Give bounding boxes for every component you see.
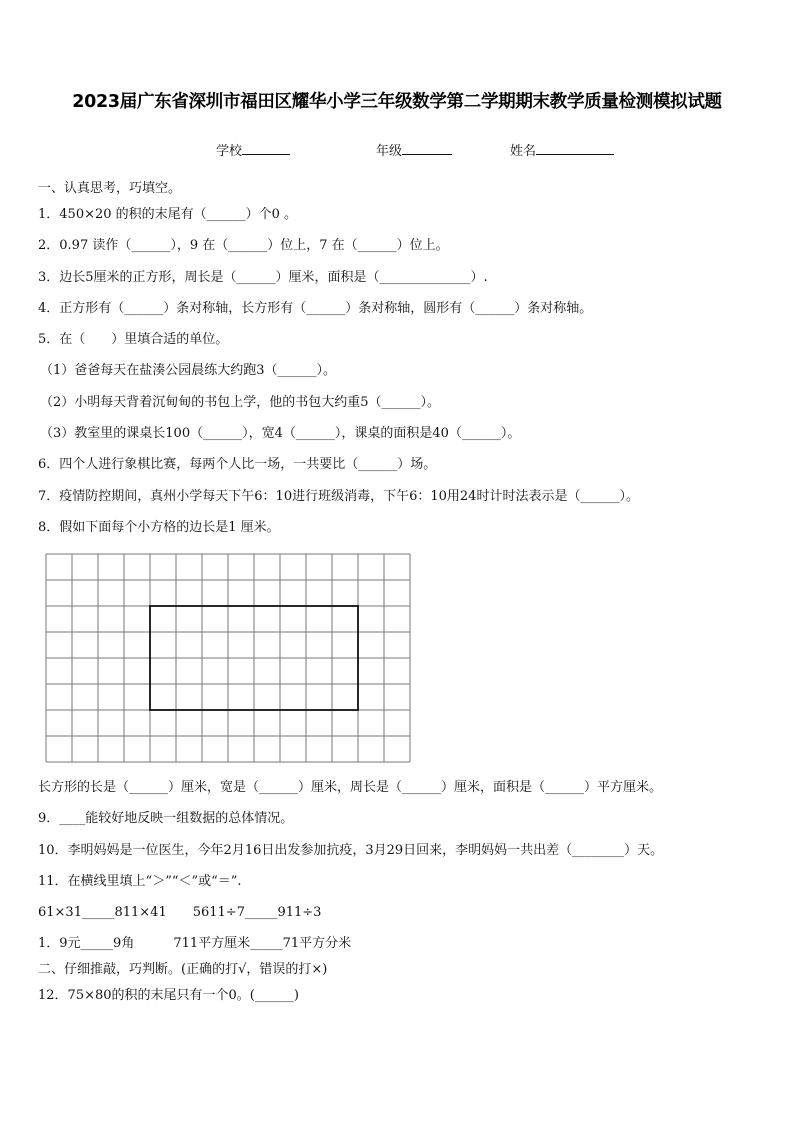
question-8-answer: 长方形的长是（______）厘米，宽是（______）厘米，周长是（______）厘米，面积是（______）平方厘米。 bbox=[38, 780, 663, 795]
question-5-3: （3）教室里的课桌长100（______），宽4（______），课桌的面积是40（______）。 bbox=[40, 426, 521, 441]
question-8: 8．假如下面每个小方格的边长是1 厘米。 bbox=[38, 520, 280, 535]
square-grid-figure bbox=[44, 552, 470, 768]
question-4: 4．正方形有（______）条对称轴，长方形有（______）条对称轴，圆形有（______）条对称轴。 bbox=[38, 301, 593, 316]
question-2: 2．0.97 读作（______），9 在（______）位上，7 在（______）位上。 bbox=[38, 238, 449, 253]
question-6: 6．四个人进行象棋比赛，每两个人比一场，一共要比（______）场。 bbox=[38, 457, 437, 472]
grid-svg bbox=[44, 552, 470, 764]
grade-label: 年级 bbox=[376, 144, 403, 159]
name-label: 姓名 bbox=[510, 144, 537, 159]
school-label: 学校 bbox=[216, 144, 243, 159]
question-7: 7．疫情防控期间，真州小学每天下午6：10进行班级消毒，下午6：10用24时计时法表示是（______）。 bbox=[38, 489, 639, 504]
name-field bbox=[510, 140, 614, 159]
student-info-row bbox=[0, 140, 794, 160]
question-5-1: （1）爸爸每天在盐湊公园晨练大约跑3（______）。 bbox=[40, 363, 337, 378]
school-field bbox=[216, 140, 290, 159]
question-5-2: （2）小明每天背着沉甸甸的书包上学，他的书包大约重5（______）。 bbox=[40, 395, 441, 410]
grade-field bbox=[376, 140, 452, 159]
page-title: 2023届广东省深圳市福田区耀华小学三年级数学第二学期期末教学质量检测模拟试题 bbox=[72, 92, 722, 112]
question-11-row-1: 61×31_____811×41 5611÷7_____911÷3 bbox=[38, 905, 322, 920]
name-blank[interactable] bbox=[536, 140, 614, 155]
section-heading-fill: 一、认真思考，巧填空。 bbox=[38, 181, 182, 196]
question-12: 12．75×80的积的末尾只有一个0。(______) bbox=[38, 988, 299, 1003]
section-heading-judge: 二、仔细推敲，巧判断。(正确的打√，错误的打×) bbox=[38, 962, 328, 977]
question-11-row-2: 1．9元_____9角 711平方厘米_____71平方分米 bbox=[38, 936, 352, 951]
question-5: 5．在（ ）里填合适的单位。 bbox=[38, 332, 229, 347]
question-10: 10．李明妈妈是一位医生，今年2月16日出发参加抗疫，3月29日回来，李明妈妈一共出差（________）天。 bbox=[38, 843, 664, 858]
question-11: 11．在横线里填上“＞”“＜”或“＝”. bbox=[38, 874, 242, 889]
question-9: 9．____能较好地反映一组数据的总体情况。 bbox=[38, 811, 294, 826]
grade-blank[interactable] bbox=[402, 140, 452, 155]
school-blank[interactable] bbox=[242, 140, 290, 155]
question-3: 3．边长5厘米的正方形，周长是（______）厘米，面积是（______________）. bbox=[38, 270, 488, 285]
question-1: 1．450×20 的积的末尾有（______）个0 。 bbox=[38, 207, 298, 222]
